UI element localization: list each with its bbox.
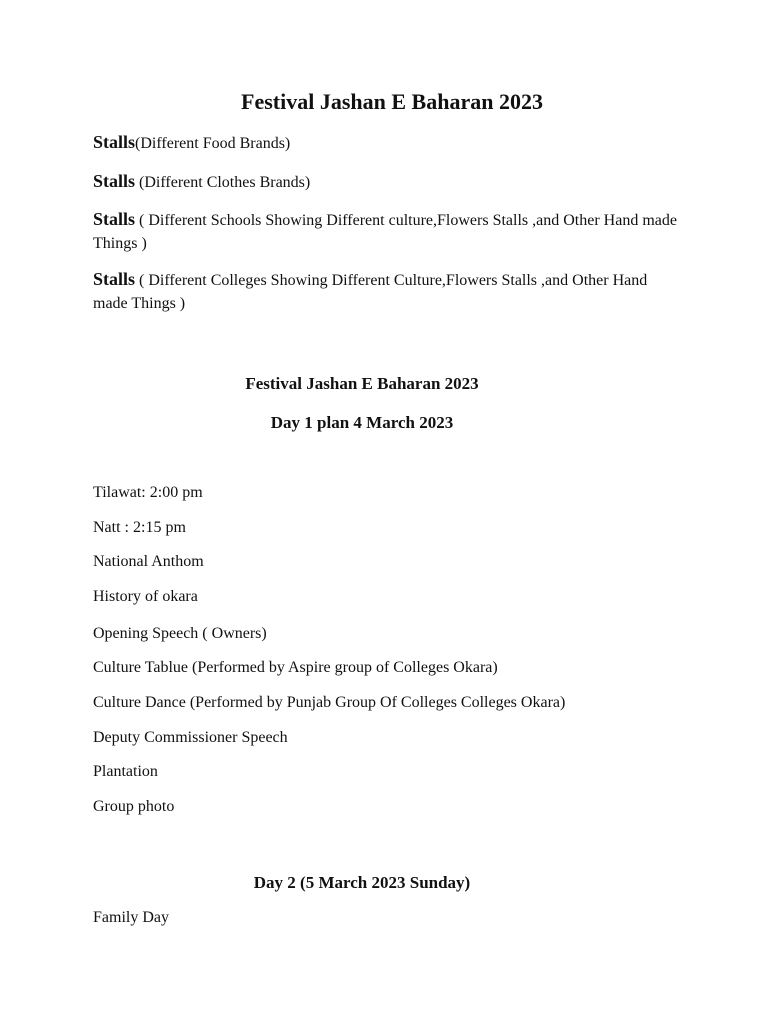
- stall-description: (Different Food Brands): [135, 135, 291, 152]
- schedule-item-culture-tablue: Culture Tablue (Performed by Aspire group of Colleges Okara): [93, 659, 498, 676]
- stall-keyword: Stalls: [93, 171, 136, 191]
- stall-keyword: Stalls: [93, 209, 136, 229]
- schedule-item-plantation: Plantation: [93, 763, 158, 780]
- schedule-item-culture-dance: Culture Dance (Performed by Punjab Group Of Colleges Colleges Okara): [93, 694, 566, 711]
- schedule-item-history: History of okara: [93, 588, 198, 605]
- stall-entry-food: [93, 131, 678, 155]
- stall-description: (Different Clothes Brands): [135, 174, 311, 191]
- schedule-item-tilawat: Tilawat: 2:00 pm: [93, 484, 203, 501]
- schedule-item-natt: Natt : 2:15 pm: [93, 519, 186, 536]
- stall-description: ( Different Schools Showing Different culture,Flowers Stalls ,and Other Hand made Things ): [93, 212, 677, 252]
- schedule-item-family-day: Family Day: [93, 909, 169, 926]
- stall-keyword: Stalls: [93, 269, 136, 289]
- stall-entry-schools: [93, 208, 678, 255]
- day1-festival-title: Festival Jashan E Baharan 2023: [245, 374, 479, 393]
- stall-description: ( Different Colleges Showing Different Culture,Flowers Stalls ,and Other Hand made Things ): [93, 272, 648, 312]
- schedule-item-national-anthem: National Anthom: [93, 553, 204, 570]
- schedule-item-dc-speech: Deputy Commissioner Speech: [93, 729, 288, 746]
- schedule-item-group-photo: Group photo: [93, 798, 175, 815]
- stall-entry-clothes: [93, 170, 678, 194]
- schedule-item-opening-speech: Opening Speech ( Owners): [93, 625, 267, 642]
- stall-keyword: Stalls: [93, 132, 136, 152]
- document-title: Festival Jashan E Baharan 2023: [241, 89, 543, 114]
- day1-heading: Day 1 plan 4 March 2023: [270, 413, 454, 432]
- stall-entry-colleges: [93, 268, 653, 315]
- day2-heading: Day 2 (5 March 2023 Sunday): [253, 873, 471, 892]
